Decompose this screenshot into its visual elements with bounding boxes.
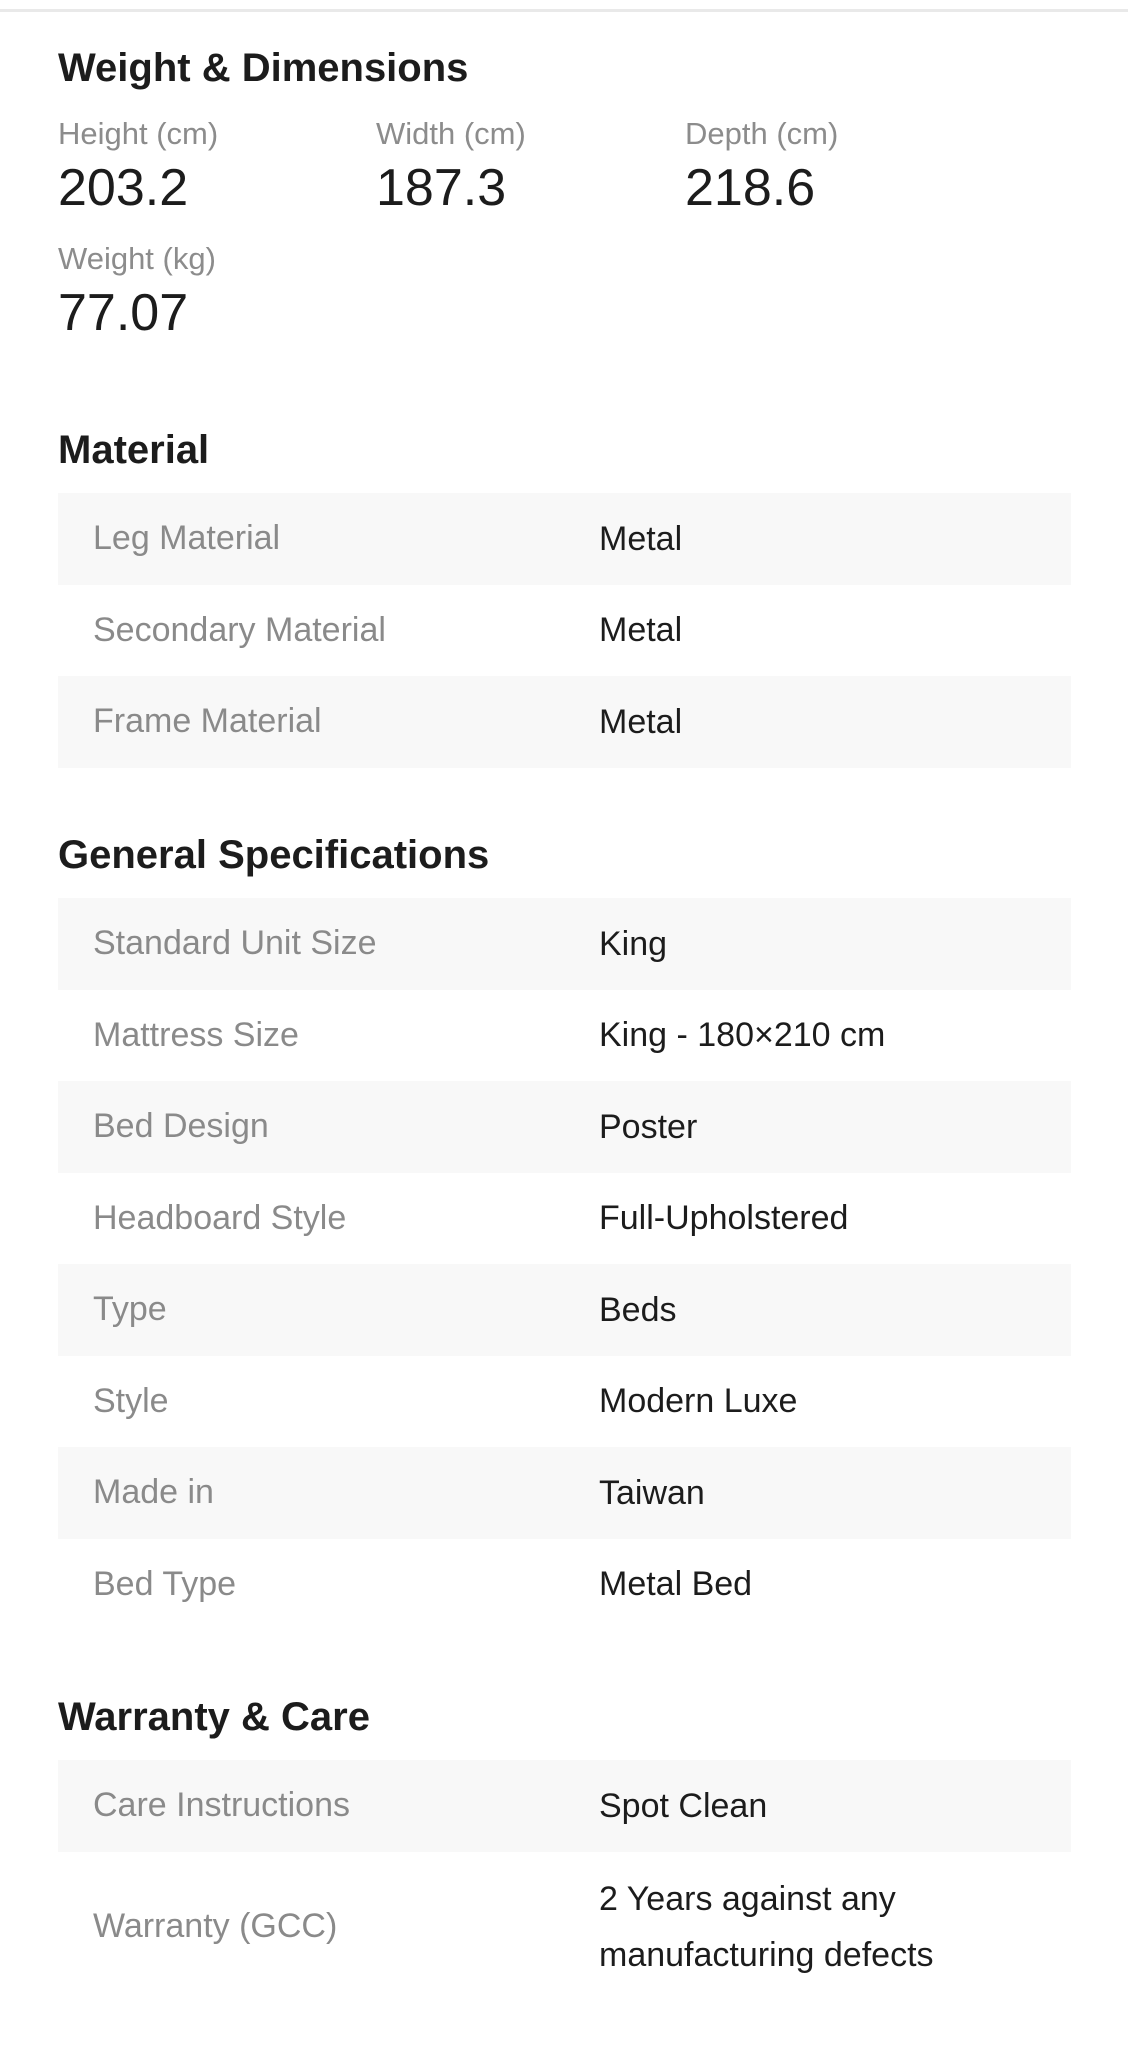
spec-key: Care Instructions	[93, 1786, 350, 1825]
table-row	[58, 676, 1071, 768]
table-row	[58, 898, 1071, 990]
spec-value: Modern Luxe	[599, 1382, 798, 1421]
table-row	[58, 1081, 1071, 1173]
spec-key: Standard Unit Size	[93, 924, 377, 963]
section-title-material: Material	[58, 428, 210, 472]
table-row	[58, 585, 1071, 677]
height-value: 203.2	[58, 159, 189, 217]
spec-key: Bed Type	[93, 1564, 237, 1603]
spec-value: Spot Clean	[599, 1786, 768, 1825]
spec-key: Leg Material	[93, 519, 281, 558]
spec-key: Style	[93, 1381, 169, 1420]
table-row	[58, 990, 1071, 1082]
spec-value: Poster	[599, 1107, 698, 1146]
section-title-warranty: Warranty & Care	[58, 1695, 370, 1739]
table-row	[58, 493, 1071, 585]
spec-value: King - 180×210 cm	[599, 1016, 886, 1055]
spec-key: Frame Material	[93, 702, 322, 741]
table-row	[58, 1264, 1071, 1356]
spec-value: 2 Years against any manufacturing defects	[599, 1879, 934, 1974]
top-divider	[0, 9, 1128, 12]
spec-value: Full-Upholstered	[599, 1199, 849, 1238]
spec-key: Secondary Material	[93, 610, 386, 649]
height-label: Height (cm)	[58, 116, 219, 151]
spec-value: Metal	[599, 611, 683, 650]
spec-key: Type	[93, 1290, 167, 1329]
spec-key: Headboard Style	[93, 1198, 347, 1237]
table-row	[58, 1356, 1071, 1448]
spec-value: King	[599, 924, 668, 963]
spec-value: Metal	[599, 702, 683, 741]
section-title-dimensions: Weight & Dimensions	[58, 46, 469, 90]
material-table	[58, 493, 1071, 768]
table-row	[58, 1852, 1071, 2002]
table-row	[58, 1539, 1071, 1631]
weight-value: 77.07	[58, 284, 189, 342]
table-row	[58, 1447, 1071, 1539]
spec-key: Warranty (GCC)	[93, 1907, 338, 1945]
table-row	[58, 1760, 1071, 1852]
spec-value: Taiwan	[599, 1473, 705, 1512]
general-specifications-table	[58, 898, 1071, 1630]
spec-key: Mattress Size	[93, 1015, 299, 1054]
table-row	[58, 1173, 1071, 1265]
depth-value: 218.6	[685, 159, 816, 217]
spec-value: Beds	[599, 1290, 677, 1329]
warranty-table	[58, 1760, 1071, 2002]
weight-label: Weight (kg)	[58, 241, 216, 276]
section-title-general: General Specifications	[58, 833, 490, 877]
spec-key: Bed Design	[93, 1107, 269, 1146]
spec-value: Metal Bed	[599, 1565, 753, 1604]
width-value: 187.3	[376, 159, 507, 217]
depth-label: Depth (cm)	[685, 116, 839, 151]
spec-key: Made in	[93, 1473, 214, 1512]
width-label: Width (cm)	[376, 116, 526, 151]
spec-value: Metal	[599, 519, 683, 558]
